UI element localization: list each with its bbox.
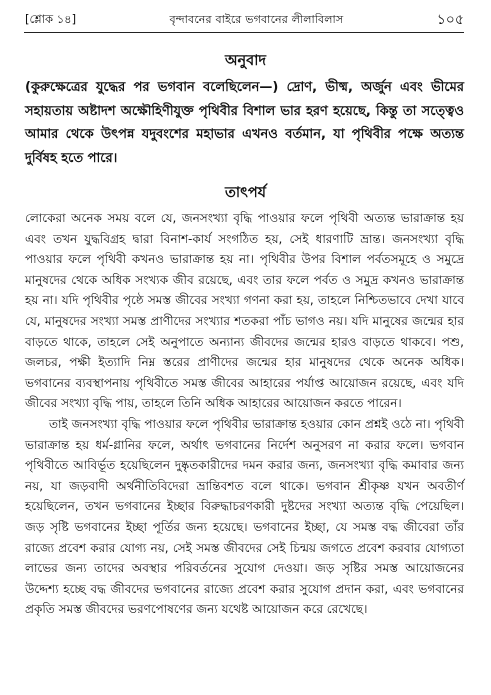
purport-paragraph-1: লোকেরা অনেক সময় বলে যে, জনসংখ্যা বৃদ্ধি পাওয়ার ফলে পৃথিবী অত্যন্ত ভারাক্রান্ত হয় এবং তখন যুদ্ধবিগ্রহ দ্বারা বিনাশ-কার্য সংগঠিত হয়, সেই ধারণাটি ভ্রান্ত। জনসংখ্যা বৃদ্ধি পাওয়ার ফলে পৃথিবী কখনও ভারাক্রান্ত হয় না। পৃথিবীর উপর বিশাল পর্বতসমূহে ও সমুদ্রে মানুষদের থেকে অধিক সংখ্যক জীব রয়েছে, এবং তার ফলে পর্বত ও সমুদ্র কখনও ভারাক্রান্ত হয় না। যদি পৃথিবীর পৃষ্ঠে সমস্ত জীবের সংখ্যা গণনা করা হয়, তাহলে নিশ্চিতভাবে দেখা যাবে যে, মানুষদের সংখ্যা সমস্ত প্রাণীদের সংখ্যার শতকরা পাঁচ ভাগও নয়। যদি মানুষের জন্মের হার বাড়তে থাকে, তাহলে সেই অনুপাতে অন্যান্য জীবদের জন্মের হারও বাড়তে থাকবে। পশু, জলচর, পক্ষী ইত্যাদি নিম্ন স্তরের প্রাণীদের জন্মের হার মানুষদের থেকে অনেক অধিক। ভগবানের ব্যবস্থাপনায় পৃথিবীতে সমস্ত জীবের আহারের পর্যাপ্ত আয়োজন রয়েছে, এবং যদি জীবের সংখ্যা বৃদ্ধি পায়, তাহলে তিনি অধিক আহারের আয়োজন করতে পারেন। xyxy=(25,211,464,411)
purport-body xyxy=(25,208,464,620)
purport-paragraph-2: তাই জনসংখ্যা বৃদ্ধি পাওয়ার ফলে পৃথিবীর ভারাক্রান্ত হওয়ার কোন প্রশ্নই ওঠে না। পৃথিবী ভারাক্রান্ত হয় ধর্ম-গ্লানির ফলে, অর্থাৎ ভগবানের নির্দেশ অনুসরণ না করার ফলে। ভগবান পৃথিবীতে আবির্ভূত হয়েছিলেন দুষ্কৃতকারীদের দমন করার জন্য, জনসংখ্যা বৃদ্ধি কমাবার জন্য নয়, যা জড়বাদী অর্থনীতিবিদেরা ভ্রান্তিবশত বলে থাকে। ভগবান শ্রীকৃষ্ণ যখন অবতীর্ণ হয়েছিলেন, তখন ভগবানের ইচ্ছার বিরুদ্ধাচরণকারী দুষ্টদের সংখ্যা অত্যন্ত বৃদ্ধি পেয়েছিল। জড় সৃষ্টি ভগবানের ইচ্ছা পূর্তির জন্য হয়েছে। ভগবানের ইচ্ছা, যে সমস্ত বদ্ধ জীবেরা তাঁর রাজ্যে প্রবেশ করার যোগ্য নয়, সেই সমস্ত জীবদের সেই চিন্ময় জগতে প্রবেশ করবার যোগ্যতা লাভের জন্য তাদের অবস্থার পরিবর্তনের সুযোগ দেওয়া। জড় সৃষ্টির সমস্ত আয়োজনের উদ্দেশ্য হচ্ছে বদ্ধ জীবদের ভগবানের রাজ্যে প্রবেশ করার সুযোগ প্রদান করা, এবং ভগবানের প্রকৃতি সমস্ত জীবদের ভরণপোষণের জন্য যথেষ্ট আয়োজন করে রেখেছে। xyxy=(25,416,464,617)
verse-reference: [শ্লোক ১৪] xyxy=(25,11,77,26)
page-number: ১০৫ xyxy=(436,12,464,28)
header-divider xyxy=(24,32,464,33)
translation-heading: অনুবাদ xyxy=(224,53,267,69)
running-header xyxy=(25,10,464,30)
translation-text: (কুরুক্ষেত্রের যুদ্ধের পর ভগবান বলেছিলেন—) দ্রোণ, ভীষ্ম, অর্জুন এবং ভীমের সহায়তায় অষ্টাদশ অক্ষৌহিণীযুক্ত পৃথিবীর বিশাল ভার হরণ হয়েছে, কিন্তু তা সত্ত্বেও আমার থেকে উৎপন্ন যদুবংশের মহাভার এখনও বর্তমান, যা পৃথিবীর পক্ষে অত্যন্ত দুর্বিষহ হতে পারে। xyxy=(25,80,464,166)
running-title: বৃন্দাবনের বাইরে ভগবানের লীলাবিলাস xyxy=(169,12,344,26)
purport-heading: তাৎপর্য xyxy=(224,185,267,201)
